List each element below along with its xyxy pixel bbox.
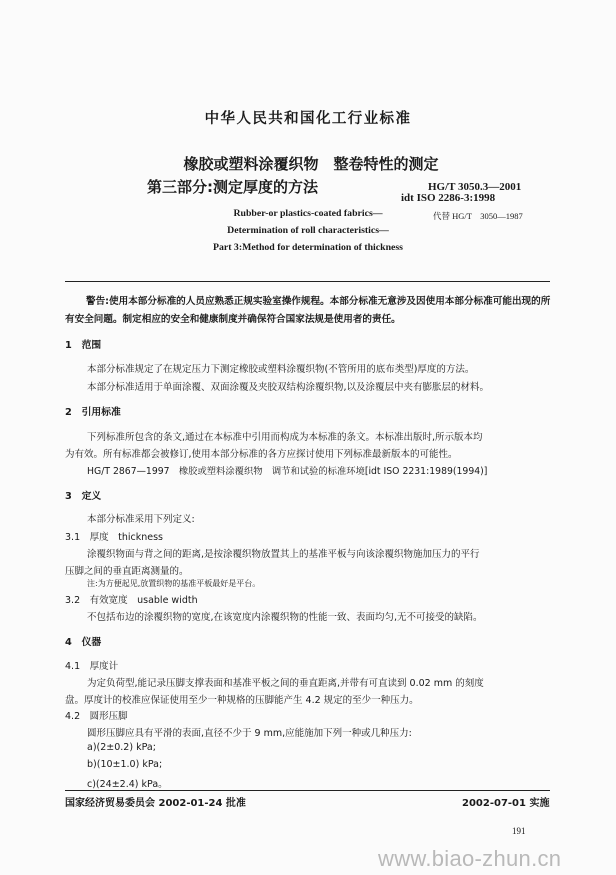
- item-4-2-line-1: 圆形压脚应具有平滑的表面,直径不少于 9 mm,应能施加下列一种或几种压力:: [87, 728, 412, 739]
- title-line-1: 橡胶或塑料涂覆织物 整卷特性的测定: [183, 155, 439, 173]
- normative-reference: HG/T 2867—1997 橡胶或塑料涂覆织物 调节和试验的标准环境[idt ISO 2231:1989(1994)]: [87, 466, 488, 477]
- pressure-option-a: a)(2±0.2) kPa;: [87, 742, 156, 753]
- english-title-line-3: Part 3:Method for determination of thickness: [212, 242, 403, 253]
- section-2-para-line-2: 为有效。所有标准都会被修订,使用本部分标准的各方应探讨使用下列标准最新版本的可能性。: [65, 449, 458, 460]
- item-4-1-label: 4.1 厚度计: [65, 661, 119, 672]
- watermark-text: www.biao-zhun.cn: [378, 846, 562, 871]
- definition-3-1-label: 3.1 厚度 thickness: [65, 532, 163, 543]
- footer-divider: [65, 790, 550, 791]
- item-4-1-line-1: 为定负荷型,能记录压脚支撑表面和基准平板之间的垂直距离,并带有可直读到 0.02 mm 的刻度: [87, 678, 484, 689]
- definition-3-2-label: 3.2 有效宽度 usable width: [65, 595, 198, 606]
- approval-date: 国家经济贸易委员会 2002-01-24 批准: [65, 798, 246, 809]
- definition-3-1-note: 注:为方便起见,放置织物的基准平板最好是平台。: [87, 579, 261, 588]
- section-2-heading: 2 引用标准: [65, 407, 121, 418]
- pressure-option-c: c)(24±2.4) kPa。: [87, 779, 168, 790]
- standard-number: HG/T 3050.3—2001: [428, 181, 522, 193]
- warning-paragraph: 警告:使用本部分标准的人员应熟悉正规实验室操作规程。本部分标准无意涉及因使用本部分标准可能出现的所有安全问题。制定相应的安全和健康制度并确保符合国家法规是使用者的责任。: [65, 296, 551, 325]
- page-number: 191: [512, 826, 526, 836]
- standard-category-header: 中华人民共和国化工行业标准: [204, 111, 412, 127]
- section-1-para-2: 本部分标准适用于单面涂覆、双面涂覆及夹胶双结构涂覆织物,以及涂覆层中夹有膨胀层的材料。: [87, 382, 490, 393]
- section-1-para-1: 本部分标准规定了在规定压力下测定橡胶或塑料涂覆织物(不管所用的底布类型)厚度的方法。: [87, 364, 475, 375]
- item-4-1-line-2: 盘。厚度计的校准应保证使用至少一种规格的压脚能产生 4.2 规定的至少一种压力。: [65, 695, 419, 706]
- definition-3-1-line-2: 压脚之间的垂直距离测量的。: [65, 566, 189, 577]
- implementation-date: 2002-07-01 实施: [462, 798, 550, 809]
- definition-3-2-line-1: 不包括布边的涂覆织物的宽度,在该宽度内涂覆织物的性能一致、表面均匀,无不可接受的缺陷。: [87, 612, 483, 623]
- title-divider: [65, 281, 550, 282]
- idt-reference: idt ISO 2286-3:1998: [401, 192, 496, 204]
- replaces-standard: 代替 HG/T 3050—1987: [433, 211, 523, 221]
- section-2-para-line-1: 下列标准所包含的条文,通过在本标准中引用而构成为本标准的条文。本标准出版时,所示版本均: [87, 432, 483, 443]
- english-title-line-2: Determination of roll characteristics—: [227, 225, 389, 236]
- section-3-heading: 3 定义: [65, 491, 102, 502]
- item-4-2-label: 4.2 圆形压脚: [65, 711, 128, 722]
- english-title-line-1: Rubber-or plastics-coated fabrics—: [233, 208, 383, 219]
- title-line-2: 第三部分:测定厚度的方法: [147, 178, 318, 196]
- section-4-heading: 4 仪器: [65, 637, 102, 648]
- section-1-heading: 1 范围: [65, 340, 102, 351]
- pressure-option-b: b)(10±1.0) kPa;: [87, 759, 163, 770]
- section-3-intro: 本部分标准采用下列定义:: [87, 514, 195, 525]
- definition-3-1-line-1: 涂覆织物面与背之间的距离,是按涂覆织物放置其上的基准平板与向该涂覆织物施加压力的平行: [87, 549, 480, 560]
